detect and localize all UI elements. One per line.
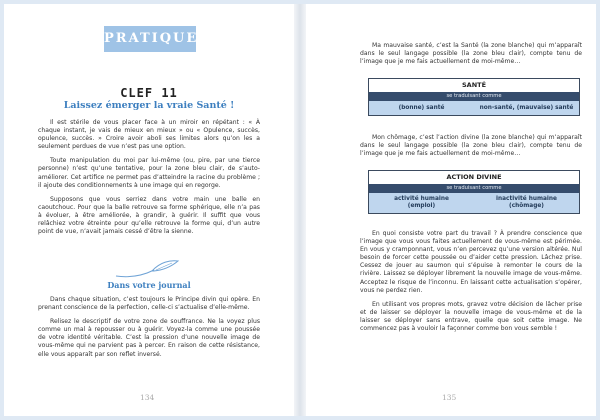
page-number: 134 <box>140 393 155 402</box>
action-divine-table <box>368 170 580 214</box>
page-number: 135 <box>442 393 457 402</box>
right-body-text <box>360 230 582 339</box>
table-cell: (bonne) santé <box>398 105 445 111</box>
table-cell <box>474 193 579 213</box>
feather-quill-icon <box>112 258 182 280</box>
intro-text-2 <box>360 134 582 164</box>
paragraph: Dans chaque situation, c’est toujours le Principe divin qui opère. En prenant conscience de la perfection, celle-ci s’actualise d’elle-même. <box>38 296 260 312</box>
table-band: se traduisant comme <box>369 184 579 193</box>
table-row <box>369 101 579 115</box>
journal-title: Dans votre journal <box>107 280 191 290</box>
clef-heading: CLEF 11 <box>120 86 178 100</box>
paragraph: Ma mauvaise santé, c’est la Santé (la zone blanche) qui m’apparaît dans le seul langage possible (la zone bleu clair), compte tenu de l’image que je me fais actuellement de moi-même… <box>360 42 582 66</box>
paragraph: En quoi consiste votre part du travail ? À prendre conscience que l’image que vous vous faites actuellement de vous-même est périmée. En vous y cramponnant, vous n’en percevez qu’une version altérée. Nul besoin de forcer cette poussée ou d’aider cette pression. Lâchez prise. Cessez de jouer au saumon qui s’épuise à remonter le cours de la rivière. Laissez se déployer librement la nouvelle image de vous-même. Acceptez le risque de l’inconnu. En laissant cette actualisation s’opérer, vous ne perdez rien. <box>360 230 582 294</box>
sante-table <box>368 78 580 116</box>
table-band: se traduisant comme <box>369 92 579 101</box>
right-page <box>306 4 596 416</box>
journal-body-text <box>38 296 260 365</box>
cell-line: (emploi) <box>407 203 436 209</box>
table-row <box>369 193 579 213</box>
paragraph: Relisez le descriptif de votre zone de souffrance. Ne la voyez plus comme un mal à repousser ou à guérir. Voyez-la comme une poussée de votre identité véritable. C’est la pression d’une nouvelle image de vous-même qui ne parvient pas à percer. En raison de cette résistance, elle vous apparaît par son reflet inversé. <box>38 318 260 358</box>
table-header: SANTÉ <box>461 81 487 89</box>
paragraph: En utilisant vos propres mots, gravez votre décision de lâcher prise et de laisser se déployer la nouvelle image de vous-même et de la laisser se déployer sans entrave, quelle que soit cette image. Ne commencez pas à vouloir la façonner comme bon vous semble ! <box>360 300 582 333</box>
cell-line: activité humaine <box>394 196 449 202</box>
table-cell <box>369 193 474 213</box>
paragraph: Toute manipulation du moi par lui-même (ou, pire, par une tierce personne) n’est qu’une tentative, pour la zone bleu clair, de s’auto-améliorer. Cet artifice ne permet pas d’atteindre la racine du problème ; il ajoute des conditionnements à une image qui en regorge. <box>38 157 260 189</box>
left-body-text <box>38 119 260 242</box>
pratique-badge: PRATIQUE <box>104 26 196 52</box>
paragraph: Il est stérile de vous placer face à un miroir en répétant : « À chaque instant, je vais de mieux en mieux » ou « Opulence, succès, opulence, succès. » Croire avoir aboli ses limites alors qu’on les a seulement perdues de vue n’est pas une option. <box>38 119 260 151</box>
left-page <box>4 4 294 416</box>
cell-line: (chômage) <box>509 203 544 209</box>
paragraph: Mon chômage, c’est l’action divine (la zone blanche) qui m’apparaît dans le seul langage possible (la zone bleu clair), compte tenu de l’image que je me fais actuellement de moi-même… <box>360 134 582 158</box>
section-subtitle: Laissez émerger la vraie Santé ! <box>63 100 235 111</box>
table-cell: non-santé, (mauvaise) santé <box>479 105 574 111</box>
table-header: ACTION DIVINE <box>446 173 502 181</box>
paragraph: Supposons que vous serriez dans votre main une balle en caoutchouc. Pour que la balle retrouve sa forme sphérique, elle n’a pas à évoluer, à être améliorée, à grandir, à guérir. Il suffit que vous relâchiez votre étreinte pour qu’elle retrouve la forme qui, d’un autre point de vue, n’avait jamais cessé d’être la sienne. <box>38 195 260 236</box>
book-gutter <box>294 4 306 416</box>
intro-text-1 <box>360 42 582 72</box>
cell-line: inactivité humaine <box>496 196 557 202</box>
